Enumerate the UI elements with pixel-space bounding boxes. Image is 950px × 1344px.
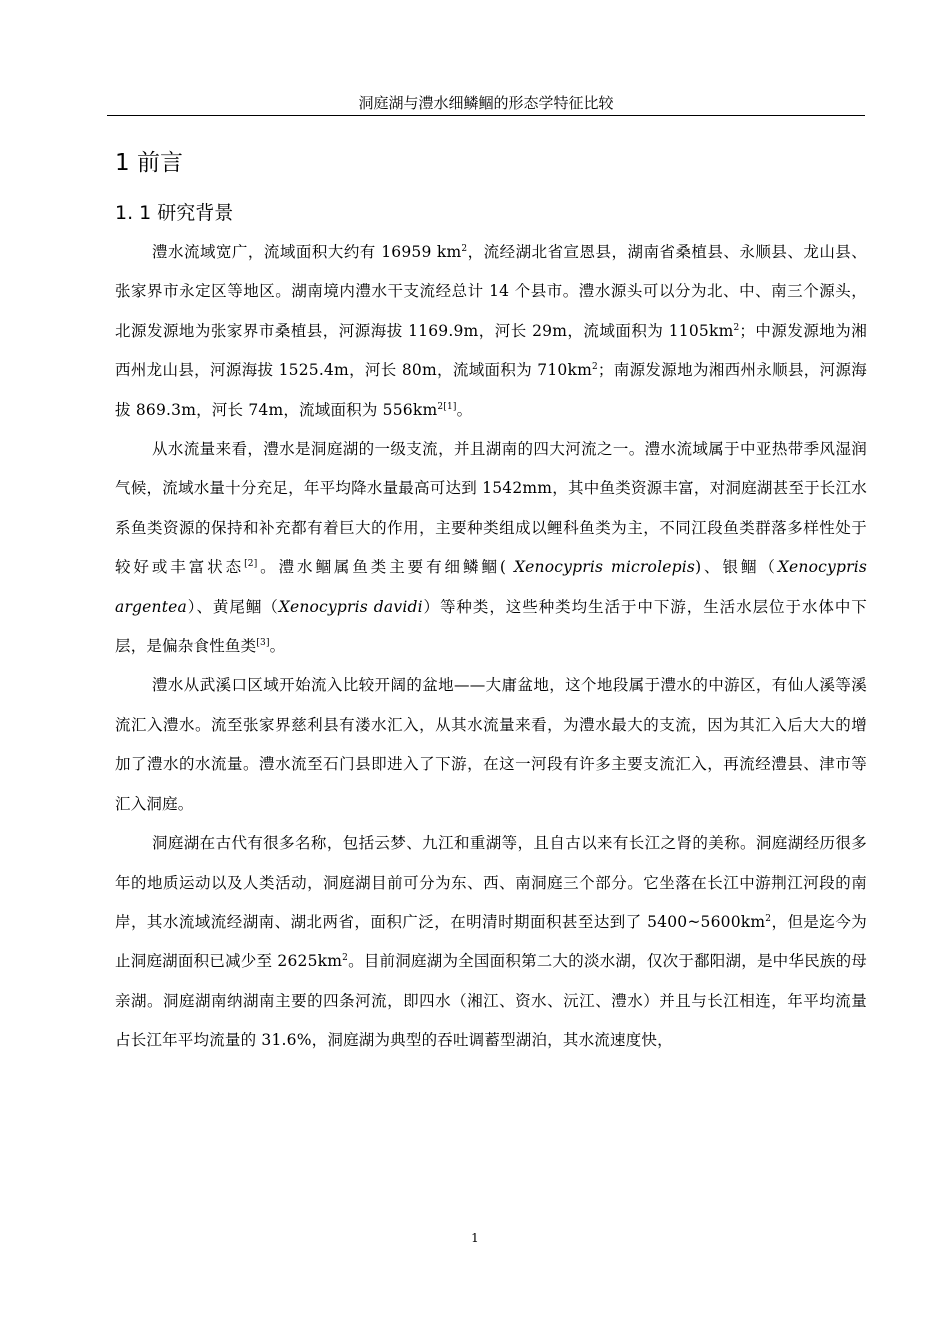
citation: 2[1]	[437, 401, 457, 412]
superscript: 2	[591, 362, 598, 373]
superscript: 2	[733, 322, 740, 333]
page-body	[115, 140, 867, 1061]
running-header: 洞庭湖与澧水细鳞鲴的形态学特征比较	[358, 94, 614, 112]
superscript: 2	[342, 953, 349, 964]
paragraph-4-text: ，但是迄今为止洞庭湖面积已减少至 2625km	[115, 912, 868, 971]
paragraph-2-text: ）等种类，这些种类均生活于中下游，生活水层位于水体中下层，是偏杂食性鱼类	[115, 597, 868, 656]
paragraph-2-text: 。	[269, 637, 286, 656]
paragraph-1-text: ；中源发源地为湘西州龙山县，河源海拔 1525.4m，河长 80m，流域面积为 710km	[115, 321, 867, 380]
header-rule	[107, 115, 865, 116]
paragraph-2	[115, 430, 867, 666]
species-name: Xenocypris microlepis	[506, 558, 696, 577]
paragraph-2-text: )、银鲴（	[695, 558, 778, 577]
page-number: 1	[471, 1231, 479, 1245]
superscript: 2	[461, 244, 468, 254]
paragraph-2-text: ）、黄尾鲴（	[186, 597, 279, 616]
paragraph-1-text: 。	[456, 400, 473, 419]
paragraph-4-text: 。目前洞庭湖为全国面积第二大的淡水湖，仅次于鄱阳湖，是中华民族的母亲湖。洞庭湖南纳湖南主要的四条河流，即四水（湘江、资水、沅江、澧水）并且与长江相连，年平均流量占长江年平均流量的 31.6%，洞庭湖为典型的吞吐调蓄型湖泊，其水流速度快，	[115, 952, 867, 1050]
paragraph-1	[115, 233, 867, 430]
species-name: Xenocypris davidi	[278, 597, 423, 616]
paragraph-2-text: 从水流量来看，澧水是洞庭湖的一级支流，并且湖南的四大河流之一。澧水流域属于中亚热带季风湿润气候，流域水量十分充足，年平均降水量最高可达到 1542mm，其中鱼类资源丰富，对洞庭湖甚至于长江水系鱼类资源的保持和补充都有着巨大的作用，主要种类组成以鲤科鱼类为主，不同江段鱼类群落多样性处于较好或丰富状态	[115, 440, 867, 577]
subsection-heading: 1. 1 研究背景	[115, 202, 234, 224]
paragraph-4	[115, 824, 867, 1060]
section-heading: 1 前言	[115, 150, 183, 176]
superscript: 2	[765, 913, 772, 924]
citation: [2]	[244, 559, 258, 570]
paragraph-2-text: 。澧水鲴属鱼类主要有细鳞鲴(	[257, 558, 507, 577]
paragraph-4-text: 洞庭湖在古代有很多名称，包括云梦、九江和重湖等，且自古以来有长江之肾的美称。洞庭湖经历很多年的地质运动以及人类活动，洞庭湖目前可分为东、西、南洞庭三个部分。它坐落在长江中游荆江河段的南岸，其水流域流经湖南、湖北两省，面积广泛，在明清时期面积甚至达到了 5400~5600km	[115, 834, 867, 931]
species-name: Xenocypris argentea	[115, 558, 867, 616]
citation: [3]	[256, 638, 270, 649]
paragraph-1-text: ，流经湖北省宣恩县，湖南省桑植县、永顺县、龙山县、张家界市永定区等地区。湖南境内澧水干支流经总计 14 个县市。澧水源头可以分为北、中、南三个源头，北源发源地为张家界市桑植县，河源海拔 1169.9m，河长 29m，流域面积为 1105km	[115, 243, 867, 340]
paragraph-3: 澧水从武溪口区域开始流入比较开阔的盆地——大庸盆地，这个地段属于澧水的中游区，有仙人溪等溪流汇入澧水。流至张家界慈利县有溇水汇入，从其水流量来看，为澧水最大的支流，因为其汇入后大大的增加了澧水的水流量。澧水流至石门县即进入了下游，在这一河段有许多主要支流汇入，再流经澧县、津市等汇入洞庭。	[115, 676, 867, 813]
paragraph-1-text: 澧水流域宽广，流域面积大约有 16959 km	[152, 243, 462, 261]
paragraph-1-text: ；南源发源地为湘西州永顺县，河源海拔 869.3m，河长 74m，流域面积为 556km	[115, 361, 867, 419]
